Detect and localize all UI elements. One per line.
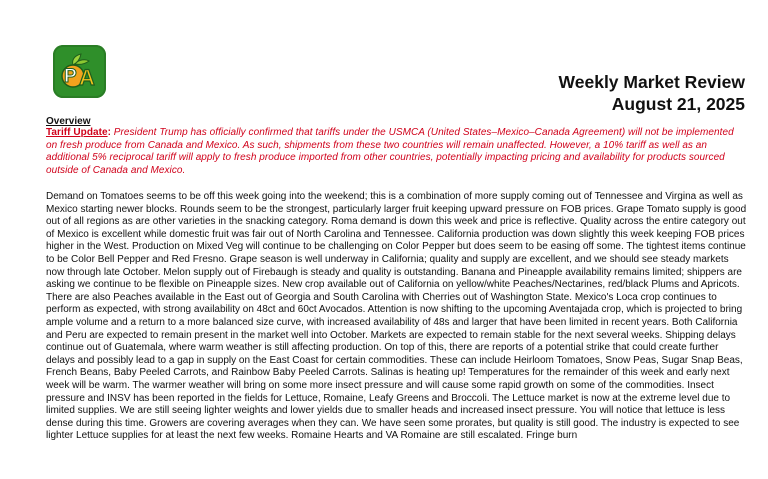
svg-text:P: P <box>64 66 77 87</box>
logo-mark-icon <box>53 45 106 98</box>
page-title <box>559 71 745 115</box>
report-title: Weekly Market Review <box>558 72 745 92</box>
market-review-body: Demand on Tomatoes seems to be off this week going into the weekend; this is a combination of more supply coming out of Tennessee and Virgina as well as Mexico starting newer blocks. Rounds seem to be the strongest, particularly larger fruit keeping upward pressure on FOB prices. Grape Tomato supply is good out of all regions as are other varieties in the snacking category. Roma demand is down this week and price is reflective. Quality across the entire category out of Mexico is excellent while domestic fruit was fair out of North Carolina and Tennessee. California production was down slightly this week keeping FOB prices higher in the West. Production on Mixed Veg will continue to be challenging on Color Pepper but does seem to be easing off some. The tightest items continue to be Color Bell Pepper and Red Fresno. Grape season is well underway in California; quality and supply are excellent, and we should see steady markets now through late October. Melon supply out of Firebaugh is steady and quality is outstanding. Banana and Pineapple availability remains limited; shippers are asking we continue to be flexible on Pineapple sizes. New crop available out of California on yellow/white Peaches/Nectarines, red/black Plums and Apricots. There are also Peaches available in the East out of Georgia and South Carolina with Cherries out of Washington State. Mexico's Loca crop continues to perform as expected, with strong availability on 48ct and 60ct Avocados. Attention is now shifting to the upcoming Aventajada crop, which is projected to bring ample volume and a return to a more balanced size curve, with increased availability of 48s and larger that have been limited in recent years. Both California and Peru are expected to remain present in the market well into October. Markets are expected to remain stable for the next several weeks. Shipping delays continue out of Guatemala, where warm weather is still affecting production. On top of this, there are reports of a potential strike that could create further delays and possibly lead to a gap in supply on the East Coast for certain commodities. These can include Heirloom Tomatoes, Snow Peas, Sugar Snap Beas, French Beans, Baby Peeled Carrots, and Rainbow Baby Peeled Carrots. Salinas is heating up! Temperatures for the remainder of this week and early next week will be warm. The warmer weather will bring on some more insect pressure and will cause some rapid growth on some of the commodities. Insect pressure and INSV has been reported in the fields for Lettuce, Romaine, Leafy Greens and Broccoli. The Lettuce market is now at the extreme level due to limited supplies. We are still seeing lighter weights and lower yields due to smaller heads and increased insect pressure. You will notice that lettuce is less dense during this time. Growers are covering averages when they can. We have seen some prorates, but quality is still good. The industry is expected to see lighter Lettuce supplies for at least the next few weeks. Romaine Hearts and VA Romaine are still escalated. Fringe burn <box>46 191 747 442</box>
tariff-colon: : <box>107 127 111 138</box>
report-date: August 21, 2025 <box>611 94 745 114</box>
tariff-update-paragraph <box>46 127 744 177</box>
tariff-update-text: President Trump has officially confirmed that tariffs under the USMCA (United States–Mexico–Canada Agreement) will not be implemented on fresh produce from Canada and Mexico. As such, shipments from these two countries will remain unaffected. However, a 10% tariff as well as an additional 5% reciprocal tariff will apply to fresh produce imported from other countries, potentially impacting pricing and availability for products sourced outside of Canada and Mexico. <box>46 127 734 176</box>
overview-heading: Overview <box>46 116 91 127</box>
company-logo <box>53 45 106 98</box>
tariff-update-label: Tariff Update <box>46 127 108 138</box>
svg-text:A: A <box>79 65 95 90</box>
